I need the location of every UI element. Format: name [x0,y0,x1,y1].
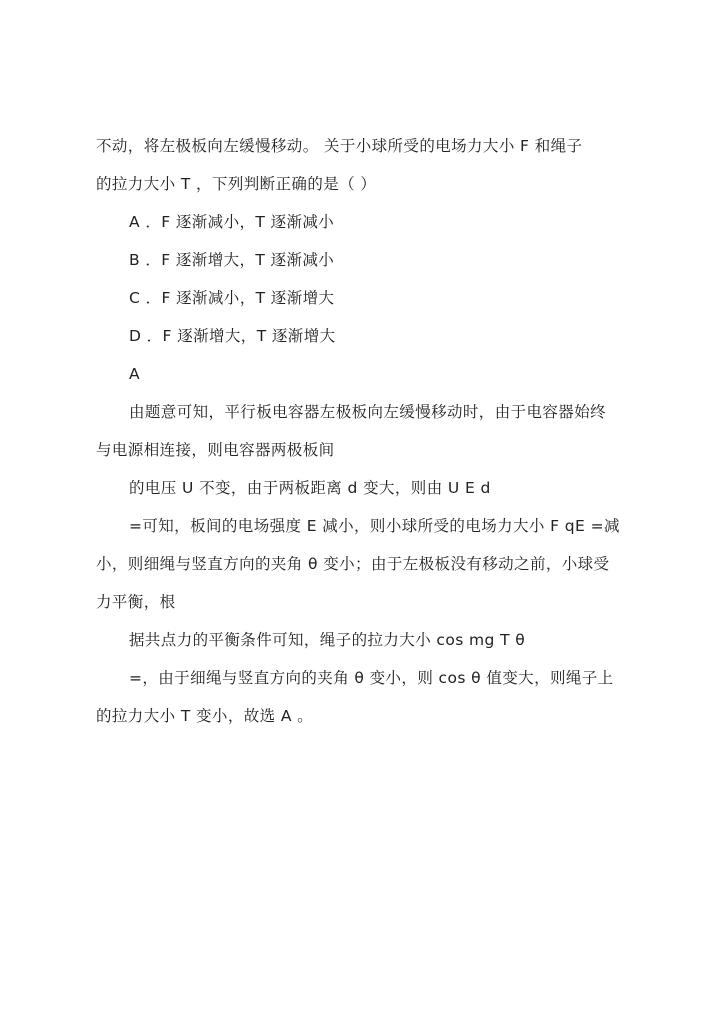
explanation-line-6: 力平衡，根 [96,593,176,611]
option-d: D ．F 逐渐增大，T 逐渐增大 [129,327,336,345]
answer: A [129,365,141,383]
option-c: C ．F 逐渐减小，T 逐渐增大 [129,289,335,307]
question-text-line-2: 的拉力大小 T ，下列判断正确的是（ ） [96,175,377,193]
explanation-line-3: 的电压 U 不变，由于两板距离 d 变大，则由 U E d [129,479,491,497]
explanation-line-8: =，由于细绳与竖直方向的夹角 θ 变小，则 cos θ 值变大，则绳子上 [129,669,614,687]
explanation-line-9: 的拉力大小 T 变小，故选 A 。 [96,707,314,725]
explanation-line-4: =可知，板间的电场强度 E 减小，则小球所受的电场力大小 F qE =减 [129,517,620,535]
option-a: A ．F 逐渐减小，T 逐渐减小 [129,213,335,231]
explanation-line-7: 据共点力的平衡条件可知，绳子的拉力大小 cos mg T θ [129,631,526,649]
explanation-line-1: 由题意可知，平行板电容器左极板向左缓慢移动时，由于电容器始终 [129,403,607,421]
option-b: B ．F 逐渐增大，T 逐渐减小 [129,251,335,269]
question-text-line-1: 不动，将左极板向左缓慢移动。 关于小球所受的电场力大小 F 和绳子 [96,137,583,155]
explanation-line-5: 小，则细绳与竖直方向的夹角 θ 变小；由于左极板没有移动之前，小球受 [96,555,610,573]
explanation-line-2: 与电源相连接，则电容器两极板间 [96,441,335,459]
